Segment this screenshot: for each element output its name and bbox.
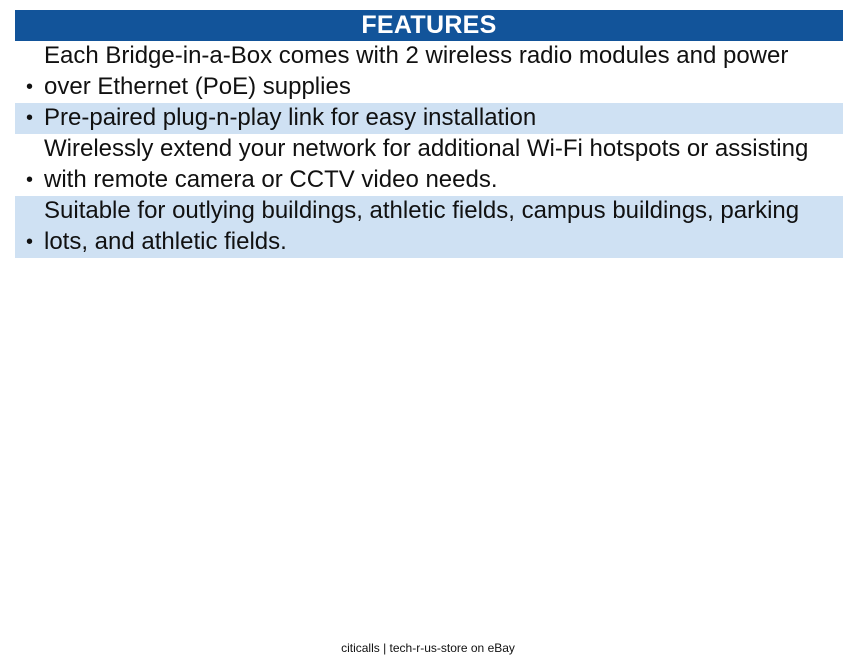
feature-text: Wirelessly extend your network for additional Wi-Fi hotspots or assisting with remote camera or CCTV video needs. [44,135,809,193]
feature-text: Pre-paired plug-n-play link for easy installation [44,103,537,131]
bullet-icon: • [25,76,33,98]
feature-row [15,103,843,134]
bullet-icon: • [25,231,33,253]
features-header: FEATURES [15,10,843,41]
feature-text: Each Bridge-in-a-Box comes with 2 wireless radio modules and power over Ethernet (PoE) supplies [44,42,789,100]
feature-text: Suitable for outlying buildings, athletic fields, campus buildings, parking lots, and athletic fields. [44,197,800,255]
footer-credit: citicalls | tech-r-us-store on eBay [341,641,515,655]
feature-row [15,134,843,196]
bullet-icon: • [25,107,33,129]
bullet-icon: • [25,169,33,191]
features-table [15,10,843,258]
feature-row [15,41,843,103]
feature-row [15,196,843,258]
